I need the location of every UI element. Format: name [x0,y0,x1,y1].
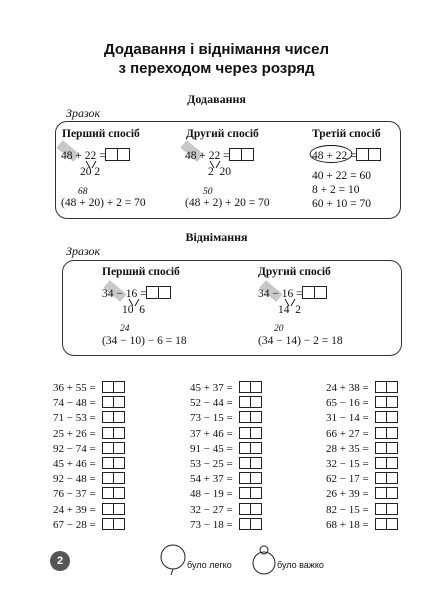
exercise-row [326,518,398,533]
answer-box[interactable] [113,381,125,393]
page-number: 2 [50,551,70,571]
addition-heading: Додавання [187,92,246,106]
exercise-expr: 25 + 26 = [53,427,96,440]
exercise-expr: 74 − 48 = [53,397,96,410]
answer-box[interactable] [113,396,125,408]
split-part: 14 [278,304,290,316]
exercise-expr: 48 − 19 = [190,488,233,501]
exercise-row [190,472,262,487]
sub-method-1-partial: 24 [120,324,130,334]
exercise-expr: 91 − 45 = [190,442,233,455]
exercise-row [326,411,398,426]
expr-text: 48 + 22 = [185,150,230,162]
exercise-row [190,381,262,396]
hard-label: було важко [277,560,324,570]
addition-sample-label: Зразок [66,106,101,120]
answer-box[interactable] [250,442,262,454]
answer-box[interactable] [386,396,398,408]
exercise-row [53,427,125,442]
exercise-expr: 31 − 14 = [326,412,369,425]
answer-box[interactable] [250,457,262,469]
add-method-2-split [208,166,231,178]
answer-box[interactable] [386,442,398,454]
split-part: 20 [80,166,92,178]
exercise-column-2 [190,381,262,533]
exercise-expr: 53 − 25 = [190,457,233,470]
answer-box[interactable] [386,518,398,530]
exercise-expr: 45 + 37 = [190,382,233,394]
sub-method-1-result: (34 − 10) − 6 = 18 [102,335,187,347]
answer-box[interactable] [250,396,262,408]
split-part: 2 [295,304,301,316]
exercise-row [190,427,262,442]
exercise-row [53,457,125,472]
exercise-row [53,487,125,502]
exercise-row [190,411,262,426]
add-method-3-line-3: 60 + 10 = 70 [312,198,371,210]
answer-box[interactable] [250,487,262,499]
exercise-row [53,381,125,396]
add-method-3-name: Третій спосіб [312,128,381,140]
exercise-expr: 24 + 39 = [53,503,96,516]
exercise-expr: 92 − 48 = [53,473,96,486]
exercise-row [326,427,398,442]
page-title [0,40,433,78]
exercise-expr: 67 − 28 = [53,518,96,531]
answer-box[interactable] [250,427,262,439]
split-part: 10 [122,304,134,316]
exercise-row [190,503,262,518]
exercise-row [326,457,398,472]
add-method-1-partial: 68 [78,187,88,197]
exercise-expr: 36 + 55 = [53,382,96,394]
sub-method-2-partial: 20 [274,324,284,334]
exercise-expr: 73 − 15 = [190,412,233,425]
add-method-2-name: Другий спосіб [186,128,259,140]
easy-label: було легко [187,560,232,570]
exercise-row [326,503,398,518]
sub-method-1-name: Перший спосіб [102,266,180,278]
exercise-expr: 71 − 53 = [53,412,96,425]
answer-box[interactable] [368,148,381,161]
answer-box[interactable] [113,503,125,515]
exercise-row [326,396,398,411]
answer-box[interactable] [113,442,125,454]
split-part: 20 [219,166,231,178]
expr-text: 48 + 22 = [61,150,106,162]
split-part: 2 [94,166,101,178]
answer-box[interactable] [241,148,254,161]
add-method-3-line-1: 40 + 22 = 60 [312,170,371,182]
exercise-expr: 76 − 37 = [53,488,96,501]
weight-icon [250,544,278,576]
split-part: 2 [208,166,214,178]
answer-box[interactable] [113,457,125,469]
answer-box[interactable] [250,518,262,530]
sub-method-2-name: Другий спосіб [258,266,331,278]
add-method-2-result: (48 + 2) + 20 = 70 [185,197,270,209]
answer-box[interactable] [386,411,398,423]
title-line-2: з переходом через розряд [118,60,315,77]
exercise-column-1 [53,381,125,533]
answer-box[interactable] [386,381,398,393]
exercise-row [190,396,262,411]
sub-method-1-split [122,304,145,316]
subtraction-sample-label: Зразок [66,244,101,258]
answer-box[interactable] [386,472,398,484]
balloon-icon [158,544,188,576]
exercise-row [326,472,398,487]
subtraction-heading: Віднімання [185,230,248,244]
answer-box[interactable] [250,411,262,423]
expr-text: 48 + 22 = [312,150,357,162]
exercise-row [53,396,125,411]
expr-text: 34 − 16 = [102,288,147,300]
exercise-expr: 73 − 18 = [190,518,233,531]
exercise-row [190,487,262,502]
exercise-expr: 65 − 16 = [326,397,369,410]
exercise-expr: 26 + 39 = [326,488,369,501]
answer-box[interactable] [386,503,398,515]
add-method-1-result: (48 + 20) + 2 = 70 [61,197,146,209]
exercise-expr: 54 + 37 = [190,473,233,486]
answer-box[interactable] [158,286,171,299]
exercise-expr: 68 + 18 = [326,518,369,531]
exercise-row [53,503,125,518]
answer-box[interactable] [113,427,125,439]
add-method-3-expr [312,148,381,162]
exercise-row [190,442,262,457]
exercise-expr: 62 − 17 = [326,473,369,486]
add-method-1-split [80,166,100,178]
exercise-row [53,442,125,457]
exercise-column-3 [326,381,398,533]
exercise-expr: 32 − 27 = [190,503,233,516]
answer-box[interactable] [386,427,398,439]
add-method-2-partial: 50 [203,187,213,197]
exercise-expr: 37 + 46 = [190,427,233,440]
exercise-row [190,518,262,533]
answer-box[interactable] [250,381,262,393]
answer-box[interactable] [250,503,262,515]
answer-box[interactable] [113,518,125,530]
exercise-expr: 45 + 46 = [53,457,96,470]
exercise-expr: 82 − 15 = [326,503,369,516]
exercise-row [53,472,125,487]
add-method-1-name: Перший спосіб [62,128,140,140]
exercise-expr: 28 + 35 = [326,442,369,455]
answer-box[interactable] [117,148,130,161]
title-line-1: Додавання і віднімання чисел [104,41,329,58]
exercise-row [326,442,398,457]
exercise-expr: 66 + 27 = [326,427,369,440]
answer-box[interactable] [386,487,398,499]
exercise-row [53,518,125,533]
answer-box[interactable] [113,472,125,484]
exercise-expr: 32 − 15 = [326,457,369,470]
exercise-row [326,487,398,502]
exercise-expr: 24 + 38 = [326,382,369,394]
exercise-row [53,411,125,426]
exercise-row [190,457,262,472]
exercise-expr: 52 − 44 = [190,397,233,410]
sub-method-2-result: (34 − 14) − 2 = 18 [258,335,343,347]
answer-box[interactable] [113,487,125,499]
exercise-expr: 92 − 74 = [53,442,96,455]
answer-box[interactable] [113,411,125,423]
expr-text: 34 − 16 = [258,288,303,300]
answer-box[interactable] [250,472,262,484]
answer-box[interactable] [314,286,327,299]
add-method-3-line-2: 8 + 2 = 10 [312,184,360,196]
split-part: 6 [139,304,145,316]
answer-box[interactable] [386,457,398,469]
exercise-row [326,381,398,396]
sub-method-2-split [278,304,301,316]
